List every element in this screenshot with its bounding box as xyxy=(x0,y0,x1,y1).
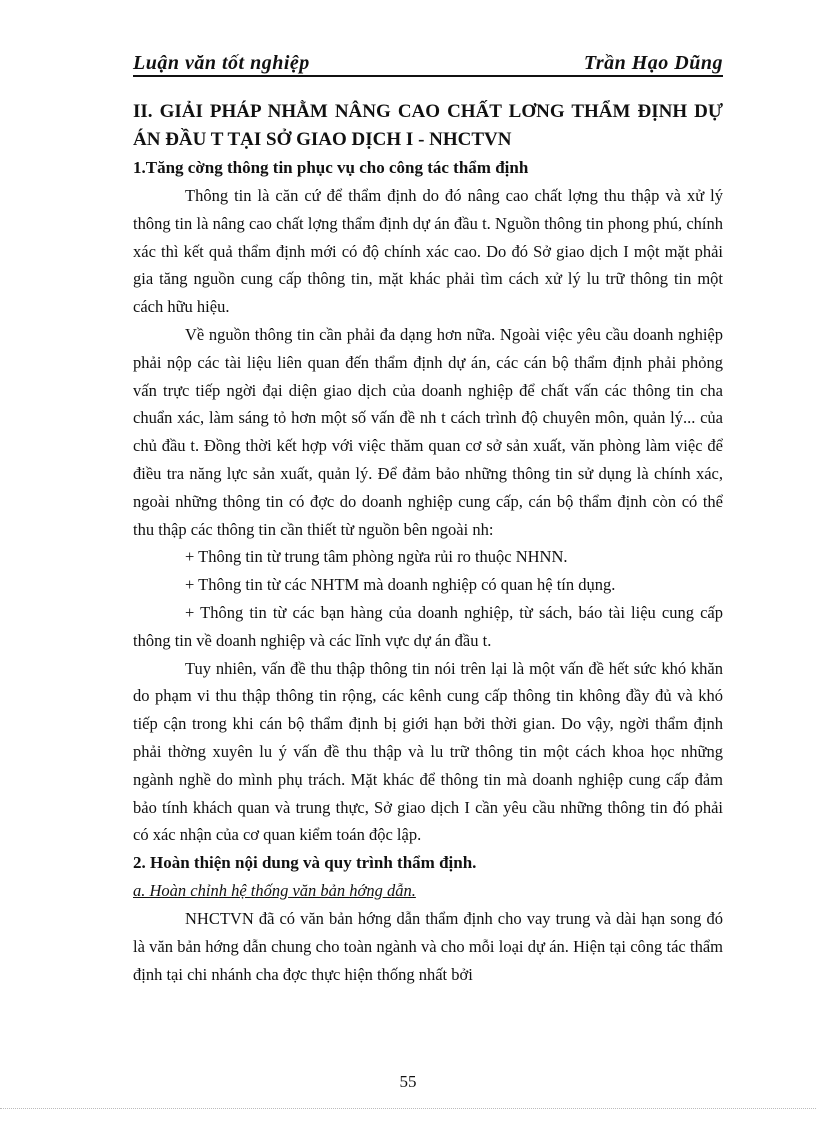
paragraph-2: Về nguồn thông tin cần phải đa dạng hơn nữa. Ngoài việc yêu cầu doanh nghiệp phải nộp các tài liệu liên quan đến thẩm định dự án, các cán bộ thẩm định phải phỏng vấn trực tiếp ngời đại diện giao dịch của doanh nghiệp để chất vấn các thông tin cha chuẩn xác, làm sáng tỏ hơn một số vấn đề nh t cách trình độ chuyên môn, quản lý... của chủ đầu t. Đồng thời kết hợp với việc thăm quan cơ sở sản xuất, văn phòng làm việc để điều tra năng lực sản xuất, quản lý. Để đảm bảo những thông tin sử dụng là chính xác, ngoài những thông tin có đợc do doanh nghiệp cung cấp, cán bộ thẩm định còn có thể thu thập các thông tin cần thiết từ nguồn bên ngoài nh: xyxy=(133,324,723,539)
bullet-item: + Thông tin từ các bạn hàng của doanh nghiệp, từ sách, báo tài liệu cung cấp thông tin về doanh nghiệp và các lĩnh vực dự án đầu t. xyxy=(133,602,723,650)
paragraph-3: Tuy nhiên, vấn đề thu thập thông tin nói trên lại là một vấn đề hết sức khó khăn do phạm vi thu thập thông tin rộng, các kênh cung cấp thông tin không đầy đủ và khó tiếp cận trong khi cán bộ thẩm định bị giới hạn bởi thời gian. Do vậy, ngời thẩm định phải thờng xuyên lu ý vấn đề thu thập và lu trữ thông tin một cách khoa học những ngành nghề do mình phụ trách. Mặt khác để thông tin mà doanh nghiệp cung cấp đảm bảo tính khách quan và trung thực, Sở giao dịch I cần yêu cầu những thông tin đó phải có xác nhận của cơ quan kiểm toán độc lập. xyxy=(133,658,723,845)
subsection-2-heading: 2. Hoàn thiện nội dung và quy trình thẩm định. xyxy=(133,853,477,873)
section-title: II. GIẢI PHÁP NHẰM NÂNG CAO CHẤT LƠNG THẨM ĐỊNH DỰ ÁN ĐẦU T TẠI SỞ GIAO DỊCH I - NHCTVN xyxy=(133,101,723,150)
paragraph-1: Thông tin là căn cứ để thẩm định do đó nâng cao chất lợng thu thập và xử lý thông tin là nâng cao chất lợng thẩm định dự án đầu t. Nguồn thông tin phong phú, chính xác thì kết quả thẩm định mới có độ chính xác cao. Do đó Sở giao dịch I một mặt phải gia tăng nguồn cung cấp thông tin, mặt khác phải tìm cách xử lý lu trữ thông tin một cách hữu hiệu. xyxy=(133,186,723,317)
page-body xyxy=(133,98,723,988)
subsection-1-heading: 1.Tăng cờng thông tin phục vụ cho công tác thẩm định xyxy=(133,158,529,177)
header-rule xyxy=(133,75,723,77)
page-number: 55 xyxy=(399,1072,417,1091)
bullet-item: + Thông tin từ trung tâm phòng ngừa rủi ro thuộc NHNN. xyxy=(185,547,568,567)
bottom-dotted-rule xyxy=(0,1108,816,1109)
subsection-2a-heading: a. Hoàn chỉnh hệ thống văn bản hớng dẫn. xyxy=(133,881,416,901)
header-author-name: Trần Hạo Dũng xyxy=(583,52,723,74)
header-thesis-label: Luận văn tốt nghiệp xyxy=(133,52,310,74)
bullet-item: + Thông tin từ các NHTM mà doanh nghiệp có quan hệ tín dụng. xyxy=(185,575,616,595)
paragraph-4: NHCTVN đã có văn bản hớng dẫn thẩm định cho vay trung và dài hạn song đó là văn bản hớng dẫn chung cho toàn ngành và cho mỗi loại dự án. Hiện tại công tác thẩm định tại chi nhánh cha đợc thực hiện thống nhất bởi xyxy=(133,908,723,984)
